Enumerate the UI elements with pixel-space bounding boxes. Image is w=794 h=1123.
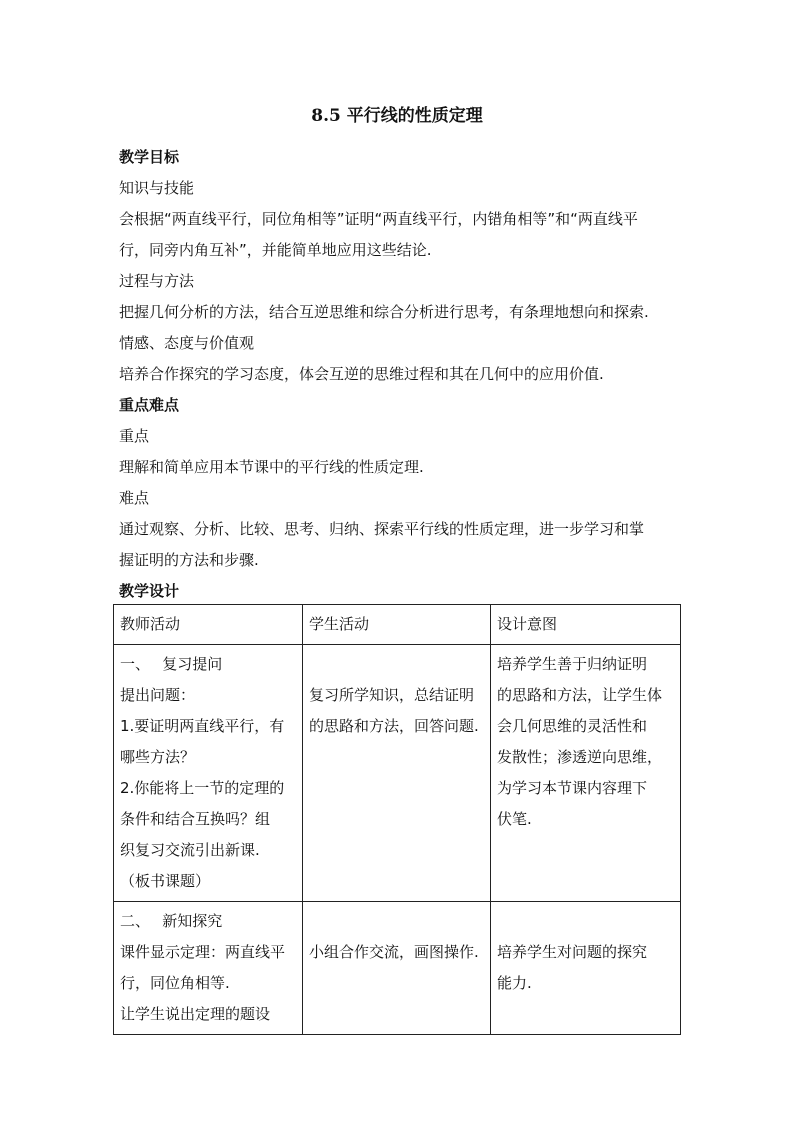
subheading-knowledge-skills: 知识与技能 <box>119 179 195 197</box>
cell-line: 会几何思维的灵活性和 <box>497 717 648 735</box>
cell-line: 发散性；渗透逆向思维， <box>497 748 663 766</box>
design-intent-cell <box>491 645 681 902</box>
student-activity-cell <box>303 902 491 1035</box>
student-activity-cell <box>303 645 491 902</box>
cell-line: 伏笔. <box>497 810 532 828</box>
cell-line: 行，同位角相等. <box>120 974 230 992</box>
paragraph-line: 会根据“两直线平行，同位角相等”证明“两直线平行，内错角相等”和“两直线平 <box>119 210 638 228</box>
table-header-cell: 设计意图 <box>491 605 681 645</box>
subheading-difficult-points: 难点 <box>119 489 150 507</box>
cell-line: 二、 新知探究 <box>120 912 223 930</box>
section-heading-key-difficult: 重点难点 <box>119 396 180 414</box>
paragraph-line: 握证明的方法和步骤. <box>119 551 259 569</box>
paragraph-line: 理解和简单应用本节课中的平行线的性质定理. <box>119 458 424 476</box>
table-row <box>114 645 681 902</box>
paragraph-line: 行，同旁内角互补”，并能简单地应用这些结论. <box>119 241 432 259</box>
cell-line: （板书课题） <box>120 872 211 890</box>
cell-line: 织复习交流引出新课. <box>120 841 260 859</box>
cell-line: 哪些方法？ <box>120 748 196 766</box>
cell-line: 课件显示定理：两直线平 <box>120 943 286 961</box>
paragraph-line: 把握几何分析的方法，结合互逆思维和综合分析进行思考，有条理地想向和探索. <box>119 303 649 321</box>
section-heading-design: 教学设计 <box>119 582 180 600</box>
cell-line <box>309 906 484 937</box>
paragraph-line: 通过观察、分析、比较、思考、归纳、探索平行线的性质定理，进一步学习和掌 <box>119 520 645 538</box>
teacher-activity-cell <box>114 902 303 1035</box>
cell-line: 的思路和方法，回答问题. <box>309 717 479 735</box>
table-row <box>114 902 681 1035</box>
subheading-emotion-values: 情感、态度与价值观 <box>119 334 255 352</box>
table-header-cell: 教师活动 <box>114 605 303 645</box>
cell-line: 培养学生善于归纳证明 <box>497 655 648 673</box>
cell-line: 提出问题： <box>120 686 196 704</box>
subheading-process-methods: 过程与方法 <box>119 272 195 290</box>
cell-line: 1.要证明两直线平行，有 <box>120 717 285 735</box>
design-intent-cell <box>491 902 681 1035</box>
paragraph-line: 培养合作探究的学习态度，体会互逆的思维过程和其在几何中的应用价值. <box>119 365 604 383</box>
teaching-design-table <box>113 604 681 1035</box>
cell-line: 为学习本节课内容理下 <box>497 779 648 797</box>
document-body <box>119 142 689 607</box>
cell-line <box>497 906 674 937</box>
cell-line: 2.你能将上一节的定理的 <box>120 779 285 797</box>
cell-line: 条件和结合互换吗？组 <box>120 810 271 828</box>
cell-line: 培养学生对问题的探究 <box>497 943 648 961</box>
cell-line: 小组合作交流，画图操作. <box>309 943 479 961</box>
cell-line: 能力. <box>497 974 532 992</box>
subheading-key-points: 重点 <box>119 427 150 445</box>
page-title: 8.5 平行线的性质定理 <box>311 106 483 126</box>
cell-line <box>309 649 484 680</box>
cell-line: 让学生说出定理的题设 <box>120 1005 271 1023</box>
section-heading-objectives: 教学目标 <box>119 148 180 166</box>
teacher-activity-cell <box>114 645 303 902</box>
cell-line: 复习所学知识，总结证明 <box>309 686 475 704</box>
table-header-row <box>114 605 681 645</box>
cell-line: 的思路和方法，让学生体 <box>497 686 663 704</box>
table-header-cell: 学生活动 <box>303 605 491 645</box>
cell-line: 一、 复习提问 <box>120 655 223 673</box>
